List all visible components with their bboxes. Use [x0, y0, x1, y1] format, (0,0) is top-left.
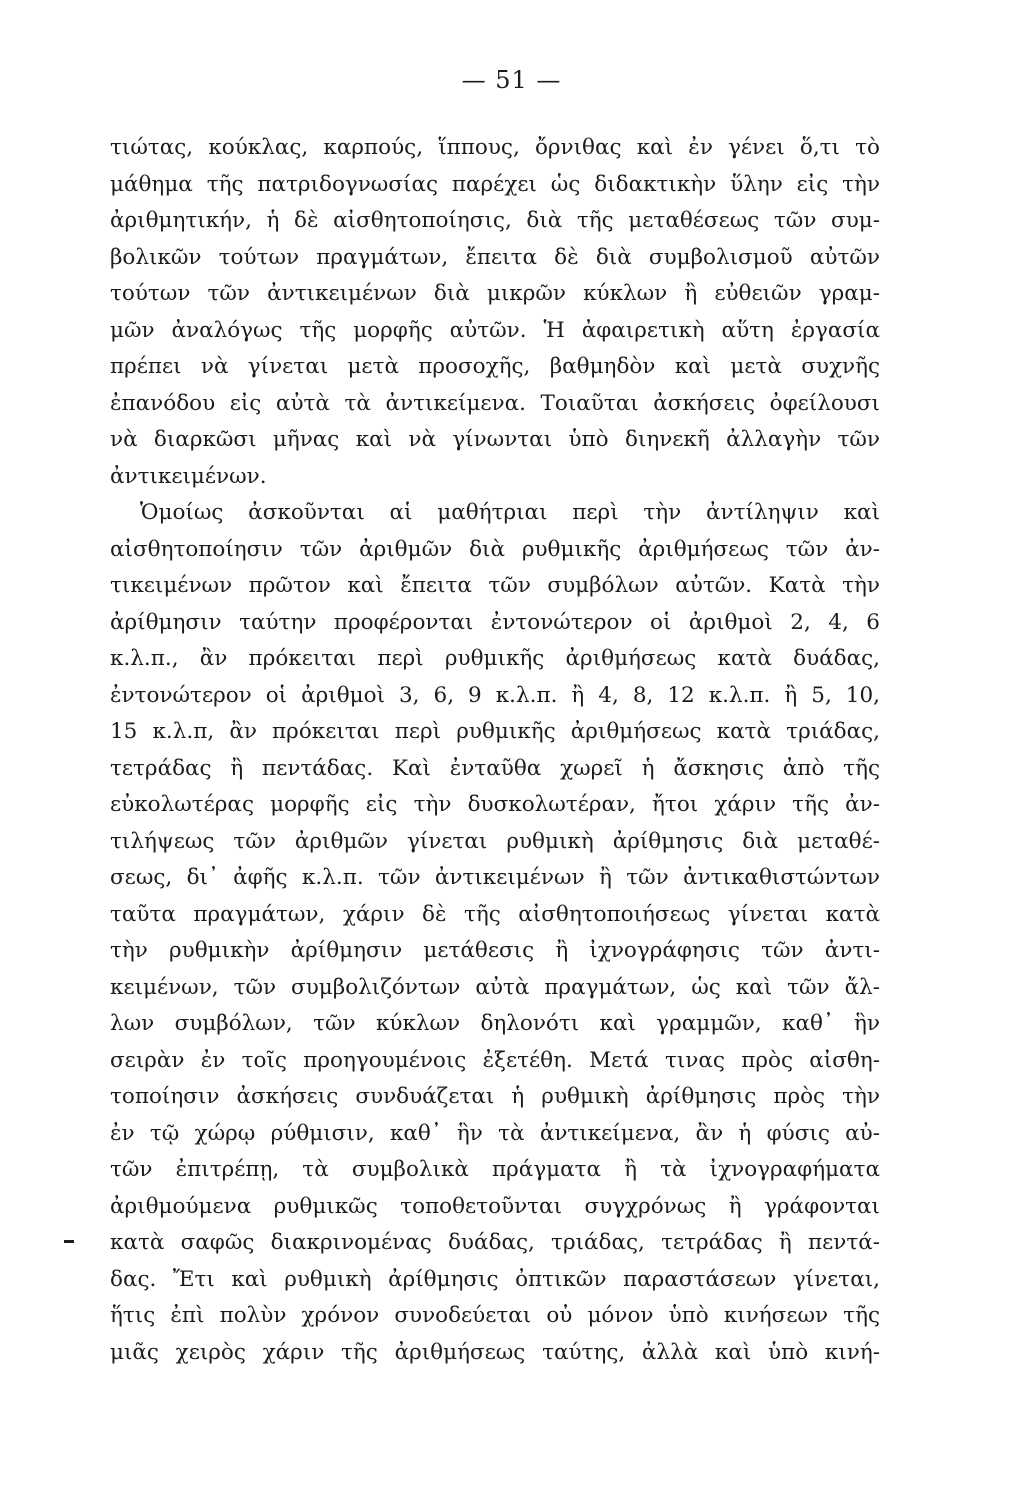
paragraph-start-line: Ὁμοίως ἀσκοῦνται αἱ μαθήτριαι περὶ τὴν ἀντίληψιν καὶ	[140, 500, 880, 525]
text-line: κ.λ.π., ἂν πρόκειται περὶ ρυθμικῆς ἀριθμήσεως κατὰ δυάδας,	[110, 646, 880, 671]
text-line: ἐντονώτερον οἱ ἀριθμοὶ 3, 6, 9 κ.λ.π. ἢ 4, 8, 12 κ.λ.π. ἢ 5, 10,	[110, 682, 880, 708]
body-text	[110, 130, 880, 1371]
text-line: σειρὰν ἐν τοῖς προηγουμένοις ἐξετέθη. Μετά τινας πρὸς αἰσθη-	[110, 1047, 880, 1073]
text-line: πρέπει νὰ γίνεται μετὰ προσοχῆς, βαθμηδὸν καὶ μετὰ συχνῆς	[110, 354, 880, 379]
page-number: — 51 —	[461, 66, 562, 94]
text-line: τῶν ἐπιτρέπῃ, τὰ συμβολικὰ πράγματα ἢ τὰ ἰχνογραφήματα	[110, 1157, 880, 1182]
text-line: βολικῶν τούτων πραγμάτων, ἔπειτα δὲ διὰ συμβολισμοῦ αὐτῶν	[110, 244, 880, 270]
text-line: τούτων τῶν ἀντικειμένων διὰ μικρῶν κύκλων ἢ εὐθειῶν γραμ-	[110, 281, 880, 306]
text-line: τιλήψεως τῶν ἀριθμῶν γίνεται ρυθμικὴ ἀρίθμησις διὰ μεταθέ-	[110, 828, 880, 854]
margin-mark	[64, 1240, 74, 1243]
text-line: τοποίησιν ἀσκήσεις συνδυάζεται ἡ ρυθμικὴ ἀρίθμησις πρὸς τὴν	[110, 1084, 880, 1109]
text-line: δας. Ἔτι καὶ ρυθμικὴ ἀρίθμησις ὀπτικῶν παραστάσεων γίνεται,	[110, 1266, 880, 1292]
text-line: κειμένων, τῶν συμβολιζόντων αὐτὰ πραγμάτων, ὡς καὶ τῶν ἄλ-	[110, 974, 880, 1000]
text-line: τιώτας, κούκλας, καρπούς, ἵππους, ὄρνιθας καὶ ἐν γένει ὅ,τι τὸ	[110, 135, 880, 160]
text-line: ἀριθμούμενα ρυθμικῶς τοποθετοῦνται συγχρόνως ἢ γράφονται	[110, 1193, 880, 1219]
text-line: αἰσθητοποίησιν τῶν ἀριθμῶν διὰ ρυθμικῆς ἀριθμήσεως τῶν ἀν-	[110, 536, 880, 562]
text-line: νὰ διαρκῶσι μῆνας καὶ νὰ γίνωνται ὑπὸ διηνεκῆ ἀλλαγὴν τῶν	[110, 427, 880, 452]
text-line: ἀρίθμησιν ταύτην προφέρονται ἐντονώτερον οἱ ἀριθμοὶ 2, 4, 6	[110, 609, 880, 635]
text-line: λων συμβόλων, τῶν κύκλων δηλονότι καὶ γραμμῶν, καθ᾽ ἣν	[110, 1011, 880, 1036]
text-line: ἀντικειμένων.	[110, 463, 267, 489]
text-line: ταῦτα πραγμάτων, χάριν δὲ τῆς αἰσθητοποιήσεως γίνεται κατὰ	[110, 901, 880, 927]
text-line: ἥτις ἐπὶ πολὺν χρόνον συνοδεύεται οὐ μόνον ὑπὸ κινήσεων τῆς	[110, 1303, 880, 1328]
text-line: ἀριθμητικήν, ἡ δὲ αἰσθητοποίησις, διὰ τῆς μεταθέσεως τῶν συμ-	[110, 208, 880, 233]
text-line: τικειμένων πρῶτον καὶ ἔπειτα τῶν συμβόλων αὐτῶν. Κατὰ τὴν	[110, 573, 880, 598]
text-line: κατὰ σαφῶς διακρινομένας δυάδας, τριάδας, τετράδας ἢ πεντά-	[110, 1230, 880, 1255]
text-line: μιᾶς χειρὸς χάριν τῆς ἀριθμήσεως ταύτης, ἀλλὰ καὶ ὑπὸ κινή-	[110, 1339, 880, 1365]
text-line: μάθημα τῆς πατριδογνωσίας παρέχει ὡς διδακτικὴν ὕλην εἰς τὴν	[110, 171, 880, 197]
text-line: εὐκολωτέρας μορφῆς εἰς τὴν δυσκολωτέραν, ἤτοι χάριν τῆς ἀν-	[110, 792, 880, 817]
text-line: ἐπανόδου εἰς αὐτὰ τὰ ἀντικείμενα. Τοιαῦται ἀσκήσεις ὀφείλουσι	[110, 390, 880, 416]
text-line: 15 κ.λ.π, ἂν πρόκειται περὶ ρυθμικῆς ἀριθμήσεως κατὰ τριάδας,	[110, 719, 880, 744]
text-line: τὴν ρυθμικὴν ἀρίθμησιν μετάθεσις ἢ ἰχνογράφησις τῶν ἀντι-	[110, 938, 880, 963]
text-line: τετράδας ἢ πεντάδας. Καὶ ἐνταῦθα χωρεῖ ἡ ἄσκησις ἀπὸ τῆς	[110, 755, 880, 781]
text-line: μῶν ἀναλόγως τῆς μορφῆς αὐτῶν. Ἡ ἀφαιρετικὴ αὕτη ἐργασία	[110, 317, 880, 343]
text-line: σεως, δι᾽ ἀφῆς κ.λ.π. τῶν ἀντικειμένων ἢ τῶν ἀντικαθιστώντων	[110, 865, 880, 890]
text-line: ἐν τῷ χώρῳ ρύθμισιν, καθ᾽ ἣν τὰ ἀντικείμενα, ἂν ἡ φύσις αὐ-	[110, 1120, 880, 1146]
